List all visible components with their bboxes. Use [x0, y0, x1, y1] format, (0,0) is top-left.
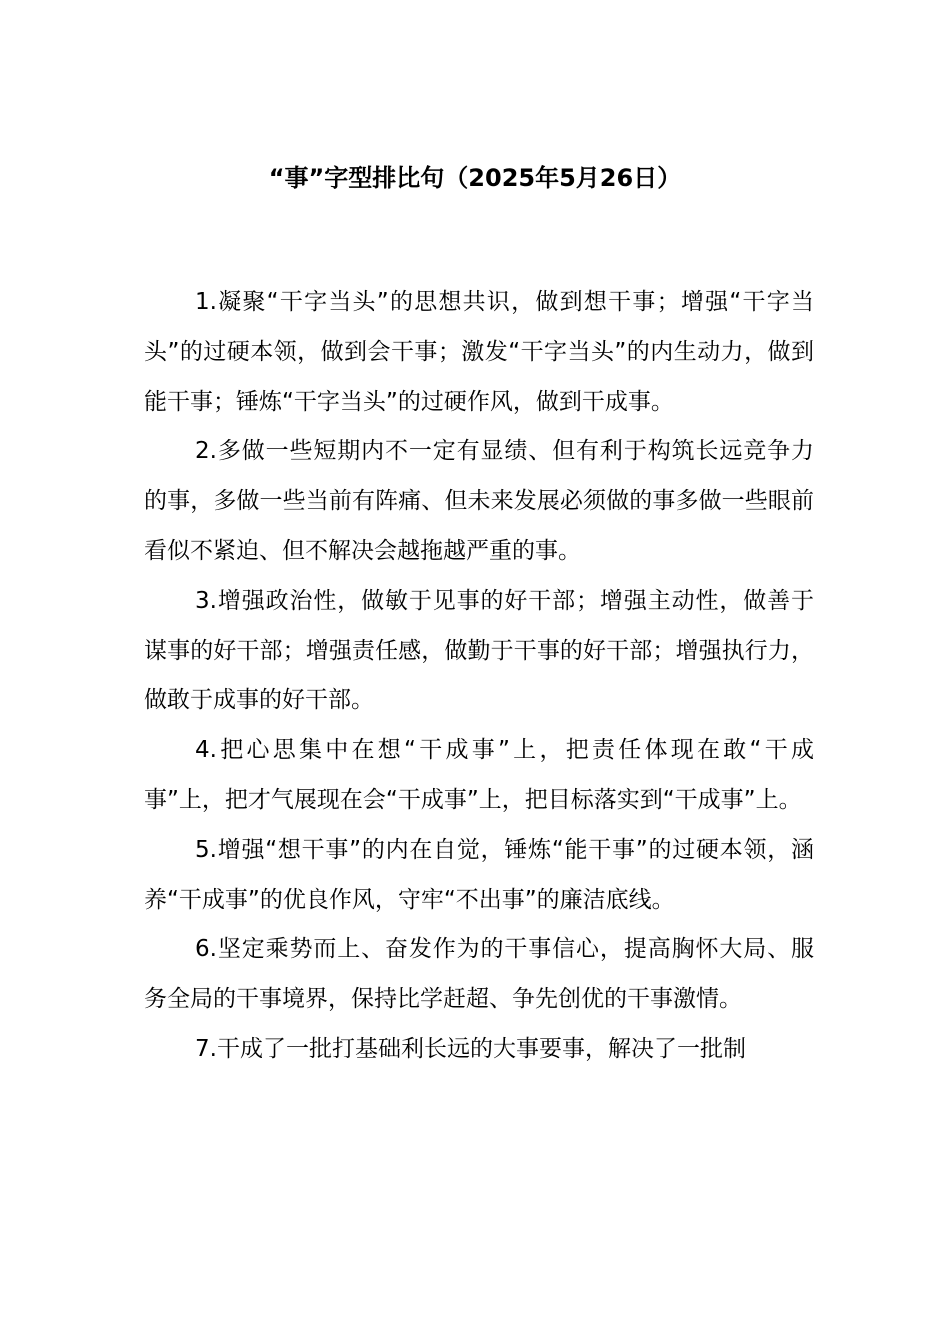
paragraph-3: 3.增强政治性，做敏于见事的好干部；增强主动性，做善于谋事的好干部；增强责任感，做勤于干事的好干部；增强执行力，做敢于成事的好干部。 — [144, 587, 814, 714]
paragraph-4: 4.把心思集中在想“干成事”上，把责任体现在敢“干成事”上，把才气展现在会“干成事”上，把目标落实到“干成事”上。 — [144, 737, 814, 813]
paragraph-5: 5.增强“想干事”的内在自觉，锤炼“能干事”的过硬本领，涵养“干成事”的优良作风，守牢“不出事”的廉洁底线。 — [144, 836, 814, 913]
paragraph-1: 1.凝聚“干字当头”的思想共识，做到想干事；增强“干字当头”的过硬本领，做到会干事；激发“干字当头”的内生动力，做到能干事；锤炼“干字当头”的过硬作风，做到干成事。 — [144, 289, 814, 415]
paragraph-7: 7.干成了一批打基础利长远的大事要事，解决了一批制 — [195, 1035, 746, 1062]
paragraph-2: 2.多做一些短期内不一定有显绩、但有利于构筑长远竞争力的事，多做一些当前有阵痛、但未来发展必须做的事多做一些眼前看似不紧迫、但不解决会越拖越严重的事。 — [144, 438, 814, 564]
document-body — [144, 278, 814, 1075]
paragraph-6: 6.坚定乘势而上、奋发作为的干事信心，提高胸怀大局、服务全局的干事境界，保持比学赶超、争先创优的干事激情。 — [144, 936, 814, 1013]
document-title: “事”字型排比句（2025年5月26日） — [268, 164, 682, 192]
